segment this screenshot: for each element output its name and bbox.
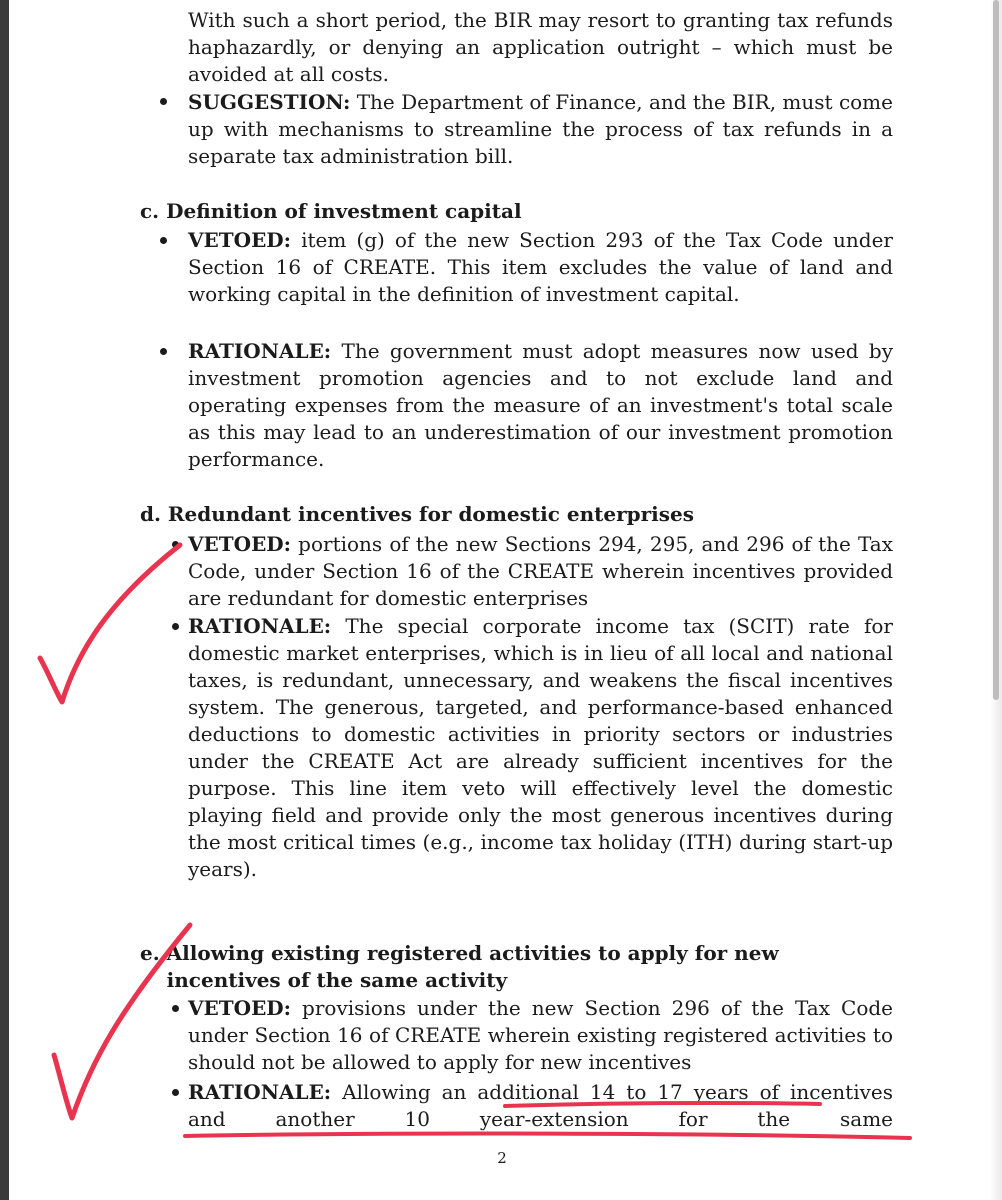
rationale-label: RATIONALE:	[188, 614, 332, 638]
section-c-vetoed	[188, 227, 893, 308]
section-e-vetoed	[188, 995, 893, 1076]
section-c-heading: c. Definition of investment capital	[140, 199, 522, 223]
suggestion-label: SUGGESTION:	[188, 90, 351, 114]
section-e-title: Allowing existing registered activities to apply for new incentives of the same activity	[166, 941, 779, 992]
suggestion-text: The Department of Finance, and the BIR, must come up with mechanisms to streamline the process of tax refunds in a separate tax administration bill.	[188, 90, 893, 168]
section-c-rationale	[188, 338, 893, 473]
section-e-heading	[140, 940, 895, 994]
bullet-dot	[160, 348, 167, 355]
vetoed-label: VETOED:	[188, 996, 292, 1020]
bullet-dot	[172, 1005, 179, 1012]
section-e-prefix: e.	[140, 941, 167, 965]
bullet-dot	[172, 623, 179, 630]
continuation-paragraph: With such a short period, the BIR may resort to granting tax refunds haphazardly, or denying an application outright – which must be avoided at all costs.	[188, 8, 893, 86]
section-d-vetoed	[188, 531, 893, 612]
bullet-dot	[160, 237, 167, 244]
section-e-rationale	[188, 1079, 893, 1133]
vetoed-text: portions of the new Sections 294, 295, and 296 of the Tax Code, under Section 16 of the CREATE wherein incentives provided are redundant for domestic enterprises	[188, 532, 893, 610]
vetoed-label: VETOED:	[188, 532, 292, 556]
section-d-rationale	[188, 613, 893, 883]
bullet-dot	[172, 541, 179, 548]
vetoed-label: VETOED:	[188, 228, 292, 252]
bullet-dot	[160, 98, 167, 105]
rationale-text: The special corporate income tax (SCIT) rate for domestic market enterprises, which is in lieu of all local and national taxes, is redundant, unnecessary, and weakens the fiscal incentives system. The generous, targeted, and performance-based enhanced deductions to domestic activities in priority sectors or industries under the CREATE Act are already sufficient incentives for the purpose. This line item veto will effectively level the domestic playing field and provide only the most generous incentives during the most critical times (e.g., income tax holiday (ITH) during start-up years).	[188, 614, 893, 881]
vetoed-text: item (g) of the new Section 293 of the Tax Code under Section 16 of CREATE. This item excludes the value of land and working capital in the definition of investment capital.	[188, 228, 893, 306]
rationale-label: RATIONALE:	[188, 339, 332, 363]
page-number: 2	[497, 1149, 507, 1167]
bullet-dot	[172, 1089, 179, 1096]
rationale-text: Allowing an additional 14 to 17 years of incentives and another 10 year-extension for the same	[188, 1080, 893, 1131]
section-d-heading: d. Redundant incentives for domestic enterprises	[140, 502, 695, 526]
vetoed-text: provisions under the new Section 296 of the Tax Code under Section 16 of CREATE wherein existing registered activities to should not be allowed to apply for new incentives	[188, 996, 893, 1074]
rationale-text: The government must adopt measures now used by investment promotion agencies and to not exclude land and operating expenses from the measure of an investment's total scale as this may lead to an underestimation of our investment promotion performance.	[188, 339, 893, 471]
rationale-label: RATIONALE:	[188, 1080, 332, 1104]
suggestion-item	[188, 89, 893, 170]
